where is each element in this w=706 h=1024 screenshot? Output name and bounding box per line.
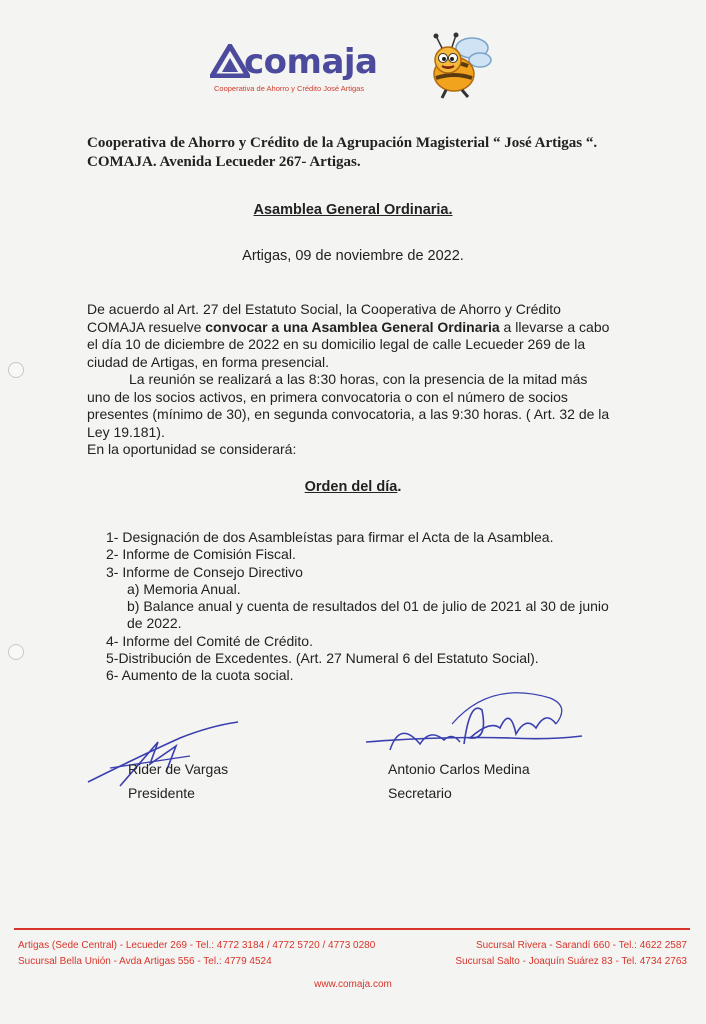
paragraph-2: La reunión se realizará a las 8:30 horas, con la presencia de la mitad más uno de los socios activos, en primera convocatoria o con el número de socios presentes (mínimo de 30), en segunda convocatoria, a las 9:30 horas. ( Art. 32 de la Ley 19.181). [87,371,610,440]
footer-address-rivera: Sucursal Rivera - Sarandí 660 - Tel.: 4622 2587 [475,940,687,951]
document-title: Asamblea General Ordinaria. [253,202,453,218]
agenda-subitem: a) Memoria Anual. [127,580,241,597]
footer-address-bella-union: Sucursal Bella Unión - Avda Artigas 556 - Tel.: 4779 4524 [18,956,272,967]
paragraph-1 [87,301,612,371]
comaja-logo [210,30,490,102]
secretary-name: Antonio Carlos Medina [388,761,530,777]
agenda-title: Orden del día. [304,479,402,495]
agenda-list [106,529,626,685]
punch-hole [8,362,24,378]
secretary-role: Secretario [388,785,452,801]
logo-wordmark: comaja [244,42,378,82]
bee-mascot-icon [422,30,492,100]
footer-address-salto: Sucursal Salto - Joaquín Suárez 83 - Tel. 4734 2763 [455,956,687,967]
document-date: Artigas, 09 de noviembre de 2022. [242,248,464,264]
org-line-2: COMAJA. Avenida Lecueder 267- Artigas. [87,154,361,170]
footer-divider [14,928,690,930]
punch-hole [8,644,24,660]
agenda-title-text: Orden del día [304,479,398,495]
org-line-1: Cooperativa de Ahorro y Crédito de la Agrupación Magisterial “ José Artigas “. [87,135,598,151]
secretary-signature-block [388,757,530,805]
logo-subtitle: Cooperativa de Ahorro y Crédito José Artigas [214,84,365,93]
agenda-item: 1- Designación de dos Asambleístas para firmar el Acta de la Asamblea. [106,529,554,545]
body-text [87,301,612,459]
paragraph-3: En la oportunidad se considerará: [87,441,297,457]
agenda-subitem: b) Balance anual y cuenta de resultados del 01 de julio de 2021 al 30 de junio de 2022. [127,598,609,632]
footer-address-artigas: Artigas (Sede Central) - Lecueder 269 - Tel.: 4772 3184 / 4772 5720 / 4773 0280 [18,940,376,951]
president-signature-block [128,757,228,805]
president-name: Rider de Vargas [128,761,229,777]
agenda-item: 2- Informe de Comisión Fiscal. [106,546,296,563]
organization-header [87,134,647,172]
agenda-item: 5-Distribución de Excedentes. (Art. 27 Numeral 6 del Estatuto Social). [106,650,539,667]
p1-text-b: a llevarse a cabo el día 10 de diciembre de 2022 en su domicilio legal de calle Lecueder 269 de la ciudad de Artigas, en forma presencial. [87,318,610,370]
agenda-item: 3- Informe de Consejo Directivo [106,563,303,580]
agenda-item: 4- Informe del Comité de Crédito. [106,632,313,649]
p1-text-a: De acuerdo al Art. 27 del Estatuto Social, la Cooperativa de Ahorro y Crédito COMAJA resuelve [87,301,561,335]
p1-bold: convocar a una Asamblea General Ordinaria [205,318,500,335]
agenda-item: 6- Aumento de la cuota social. [106,667,294,684]
footer-website-link[interactable]: www.comaja.com [314,979,392,990]
president-role: Presidente [128,785,195,801]
